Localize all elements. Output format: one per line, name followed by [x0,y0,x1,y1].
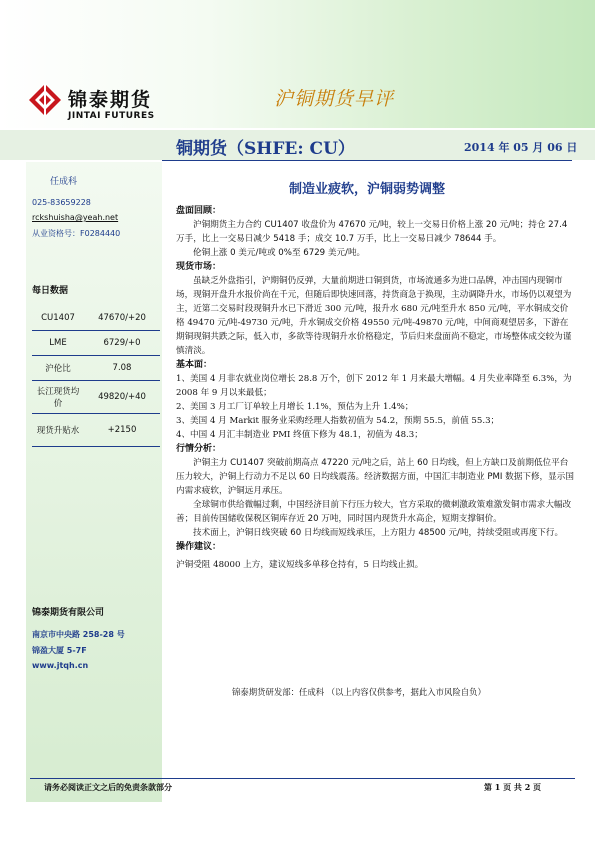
company-name: 锦泰期货有限公司 [32,608,105,618]
list-item: 1、美国 4 月非农就业岗位增长 28.8 万个，创下 2012 年 1 月来最大增幅。4 月失业率降至 6.3%，为 2008 年 9 月以来最低； [176,374,572,398]
jintai-logo-icon [28,83,62,117]
paragraph: 沪铜主力 CU1407 突破前期高点 47220 元/吨之后，站上 60 日均线，但上方缺口及前期低位平台压力较大，沪铜上行动力不足以 60 日均线震荡。经济数据方面，中国汇丰制造业 PMI 数据下修，显示国内需求疲软，沪铜远月承压。 [176,458,574,496]
logo-chinese-name: 锦泰期货 [68,89,153,111]
header-divider [162,160,572,161]
company-logo [24,83,158,127]
section-title-suggestion: 操作建议： [176,542,222,552]
list-item: 3、美国 4 月 Markit 服务业采购经理人指数初值为 54.2，预期 55.5，前值 55.3； [176,416,500,426]
quote-value: 6729/+0 [84,331,160,356]
paragraph: 全球铜市供给微幅过剩，中国经济目前下行压力较大，官方采取的微刺激政策难激发铜市需求大幅改善；目前传国储收保税区铜库存近 20 万吨，同时国内现货升水高企，短期支撑铜价。 [176,500,572,524]
company-address-line2: 锦盈大厦 5-7F [32,646,87,655]
table-row [32,356,160,381]
paragraph: 沪铜期货主力合约 CU1407 收盘价为 47670 元/吨，较上一交易日价格上涨 20 元/吨；持仓 27.4 万手，比上一交易日减少 5418 手；成交 10.7 万手，比上一交易日减少 78644 手。 [176,220,568,244]
article-headline: 制造业疲软，沪铜弱势调整 [288,182,445,197]
quote-key: CU1407 [32,306,84,331]
quote-key: LME [32,331,84,356]
report-date: 2014 年 05 月 06 日 [464,141,578,154]
section-title-analysis: 行情分析： [176,444,222,454]
company-address-line1: 南京市中央路 258-28 号 [32,630,125,639]
footer-divider [30,778,575,779]
analyst-email-link[interactable]: rckshuisha@yeah.net [32,213,119,222]
paragraph: 技术面上，沪铜日线突破 60 日均线而短线承压，上方阻力 48500 元/吨，持续受阻或再度下行。 [193,528,564,538]
daily-data-title: 每日数据 [32,286,69,296]
product-title: 铜期货（SHFE: CU） [176,139,355,159]
section-title-fundamentals: 基本面： [176,360,213,370]
section-title-spot-market: 现货市场： [176,262,222,272]
daily-quotes-table [32,306,160,447]
article-body [176,204,574,572]
list-item: 4、中国 4 月汇丰制造业 PMI 终值下修为 48.1，初值为 48.3； [176,430,423,440]
quote-value: 49820/+40 [84,381,160,414]
paragraph: 沪铜受阻 48000 上方，建议短线多单移仓持有，5 日均线止损。 [176,560,424,570]
table-row [32,306,160,331]
page-number: 第 1 页 共 2 页 [484,782,542,792]
quote-key: 沪伦比 [32,356,84,381]
quote-value: 47670/+20 [84,306,160,331]
quote-value: 7.08 [84,356,160,381]
analyst-name: 任成科 [50,177,78,187]
logo-english-name: JINTAI FUTURES [68,111,155,121]
table-row [32,381,160,414]
section-title-market-review: 盘面回顾： [176,206,222,216]
company-website-link[interactable]: www.jtqh.cn [32,661,89,670]
report-title: 沪铜期货早评 [274,88,395,110]
footer-disclaimer: 请务必阅读正文之后的免责条款部分 [44,782,172,792]
quote-key: 现货升贴水 [32,414,84,447]
license-number: 从业资格号：F0284440 [32,229,121,238]
table-row [32,414,160,447]
sidebar-panel [26,162,162,802]
table-row [32,331,160,356]
article-byline: 锦泰期货研发部：任成科 （以上内容仅供参考，据此入市风险自负） [232,687,486,697]
quote-value: +2150 [84,414,160,447]
paragraph: 伦铜上涨 0 美元/吨或 0%至 6729 美元/吨。 [193,248,366,258]
paragraph: 虽缺乏外盘指引，沪期铜仍反弹，大量前期进口铜到货，市场流通多为进口品牌，冲击国内现铜市场，现铜开盘升水报价尚在千元，但随后即快速回落，持货商急于换现，主动调降升水，市场仍以观望为主，近第二交易时段现铜升水已下滑近 300 元/吨，报升水 680 元/吨至升水 850 元/吨，平水铜成交价格 49470 元/吨-49730 元/吨，升水铜成交价格 49550 元/吨-49870 元/吨，中间商观望居多，下游在期铜现铜共跌之际，低入市，多欲等待现铜升水价格稳定，节后归来盘面尚不稳定，市场整体成交较为谨慎清淡。 [176,276,572,356]
quote-key: 长江现货均价 [32,381,84,414]
analyst-phone: 025-83659228 [32,198,91,207]
list-item: 2、美国 3 月工厂订单较上月增长 1.1%，预估为上升 1.4%； [176,402,414,412]
